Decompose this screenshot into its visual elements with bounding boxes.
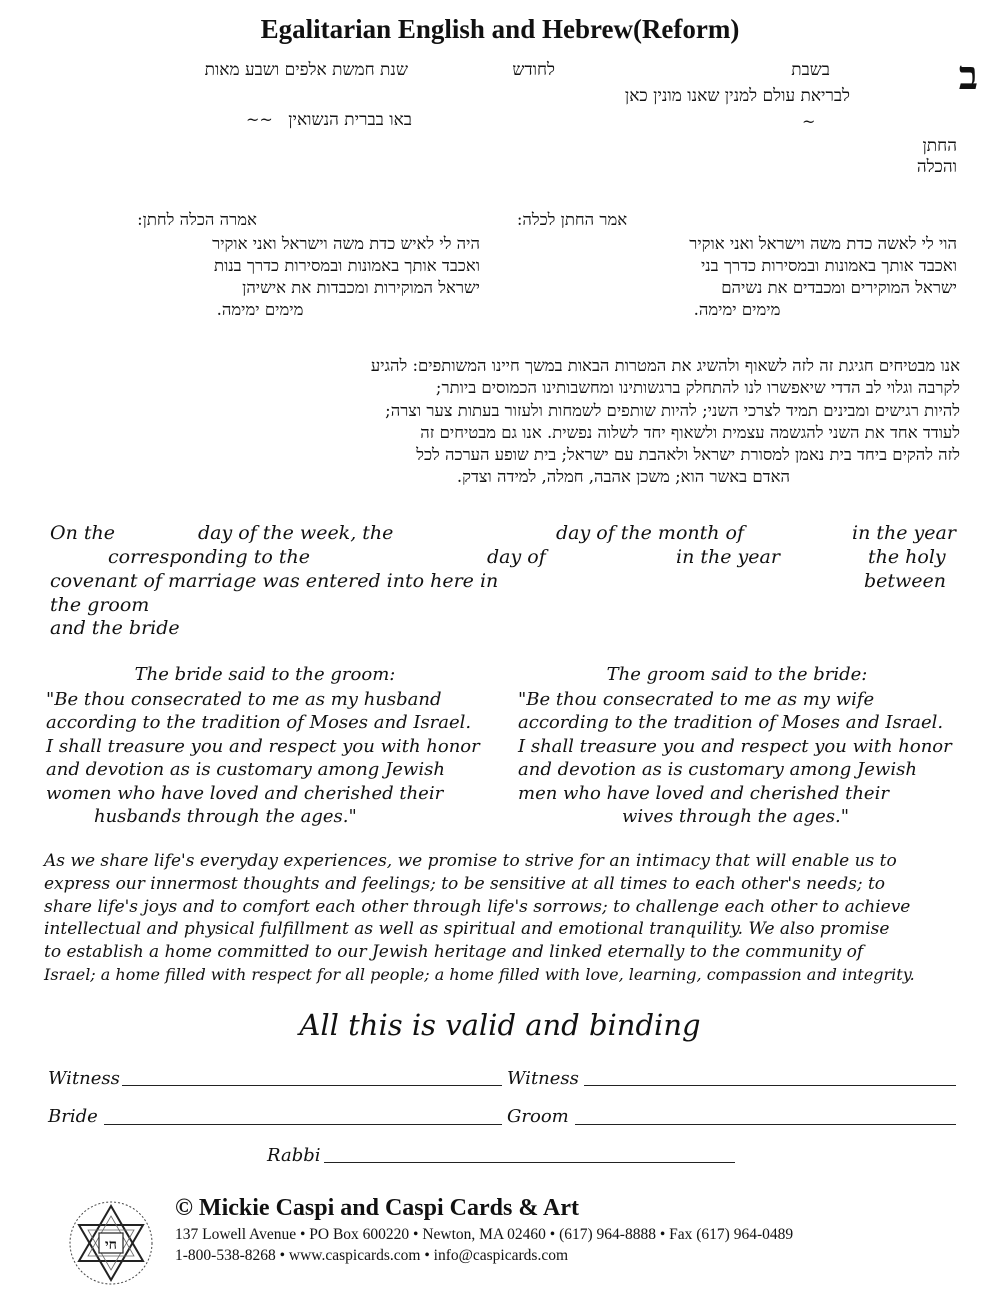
hebrew-bride-vow	[40, 233, 480, 321]
english-promise-line: Israel; a home filled with respect for all people; a home filled with love, learning, compassion and integrity.	[44, 964, 915, 984]
english-on-the: On the	[50, 522, 115, 544]
english-day-of-month: day of the month of	[556, 522, 745, 544]
footer-contact[interactable]: 1-800-538-8268 • www.caspicards.com • info@caspicards.com	[175, 1247, 569, 1264]
hebrew-vow-line: ישראל המוקירים ומכבדים את נשיהם	[721, 278, 957, 297]
english-promise-line: express our innermost thoughts and feelings; to be sensitive at all times to each other's needs; to	[44, 873, 886, 894]
english-groom-vow	[518, 688, 968, 828]
groom-signature-line[interactable]	[575, 1124, 956, 1125]
hebrew-vow-line: היה לי לאיש כדת משה וישראל ואני אוקיר	[212, 234, 480, 253]
logo-letters: חי	[105, 1237, 117, 1253]
english-and-the-bride: and the bride	[50, 617, 180, 639]
hebrew-bride-vow-heading: אמרה הכלה לחתן:	[137, 210, 257, 229]
hebrew-vow-line: מימים ימימה.	[216, 300, 304, 319]
english-vow-line: according to the tradition of Moses and Israel.	[518, 712, 944, 734]
english-promise-line: to establish a home committed to our Jewish heritage and linked eternally to the community of	[44, 942, 864, 963]
english-vow-line: women who have loved and cherished their	[46, 782, 444, 804]
hebrew-promise-line: האדם באשר הוא; משכן אהבה, חמלה, למידה וצדק.	[456, 467, 790, 487]
hebrew-groom-vow-heading: אמר החתן לכלה:	[516, 210, 628, 229]
footer-copyright: © Mickie Caspi and Caspi Cards & Art	[175, 1195, 579, 1221]
valid-and-binding: All this is valid and binding	[299, 1008, 701, 1042]
english-vow-line: "Be thou consecrated to me as my wife	[518, 689, 875, 710]
rabbi-label: Rabbi	[267, 1145, 321, 1166]
english-bride-vow-heading: The bride said to the groom:	[134, 664, 396, 685]
english-promise-line: As we share life's everyday experiences, we promise to strive for an intimacy that will enable us to	[44, 851, 897, 871]
english-vow-line: I shall treasure you and respect you with honor	[46, 735, 480, 757]
hebrew-vow-line: ישראל המוקירות ומכבדות את אישיהן	[242, 278, 480, 297]
english-in-the-year: in the year	[852, 522, 956, 544]
hebrew-promise-line: לזה להקים ביחד בית נאמן למסורת ישראל ולאהבת עם ישראל; בית שופע הערכה לכל	[416, 445, 960, 465]
english-vow-line: "Be thou consecrated to me as my husband	[46, 689, 442, 710]
witness-label: Witness	[48, 1068, 120, 1089]
hebrew-vow-line: מימים ימימה.	[693, 300, 781, 319]
hebrew-groom-vow	[517, 233, 957, 321]
english-in-the-year-2: in the year	[676, 546, 780, 568]
star-of-david-logo-icon	[66, 1198, 156, 1288]
english-covenant: covenant of marriage was entered into here in	[50, 570, 499, 592]
rabbi-signature-line[interactable]	[324, 1162, 735, 1163]
hebrew-year-text: שנת חמשת אלפים ושבע מאות	[204, 60, 408, 80]
hebrew-b-shabbat: בשבת	[791, 60, 830, 80]
english-promise-line: share life's joys and to comfort each other through life's sorrows; to challenge each other to achieve	[44, 896, 911, 917]
bride-signature-line[interactable]	[104, 1124, 502, 1125]
witness-signature-line[interactable]	[122, 1085, 502, 1086]
english-promise-line: intellectual and physical fulfillment as well as spiritual and emotional tranquility. We also promise	[44, 919, 890, 940]
english-bride-vow	[46, 688, 496, 828]
english-vow-line: and devotion as is customary among Jewish	[518, 759, 917, 781]
english-vow-line: husbands through the ages."	[94, 806, 357, 828]
english-day-of-week: day of the week, the	[198, 522, 394, 544]
english-corresponding: corresponding to the	[108, 546, 310, 568]
hebrew-groom-label: החתן	[922, 136, 957, 156]
footer-address: 137 Lowell Avenue • PO Box 600220 • Newton, MA 02460 • (617) 964-8888 • Fax (617) 964-0489	[175, 1226, 794, 1243]
hebrew-l-chodesh: לחודש	[512, 60, 555, 80]
english-between: between	[864, 570, 947, 592]
groom-label: Groom	[507, 1106, 569, 1127]
english-vow-line: I shall treasure you and respect you with honor	[518, 735, 952, 757]
hebrew-bride-label: והכלה	[916, 157, 957, 177]
hebrew-promise-paragraph	[40, 355, 960, 489]
english-the-groom: the groom	[50, 594, 150, 616]
hebrew-vow-line: ואכבד אותך באמונות ובמסירות כדרך בנות	[214, 256, 480, 275]
flourish-icon: ~~	[246, 110, 273, 129]
witness-signature-line-2[interactable]	[584, 1085, 956, 1086]
hebrew-promise-line: לעודד אחד את השני להגשמה עצמית ולשאוף יחד לשלוה נפשית. אנו גם מבטיחים זה	[420, 422, 960, 442]
english-day-of: day of	[487, 546, 546, 568]
english-groom-vow-heading: The groom said to the bride:	[606, 664, 868, 685]
hebrew-promise-line: אנו מבטיחים חגיגת זה לזה לשאוף ולהשיג את המטרות הבאות במשך חיינו המשותפים: להגיע	[370, 356, 960, 375]
hebrew-promise-line: לקרבה וגלוי לב הדדי שיאפשרו לנו להתחלק ברגשותינו ומחשבותינו הכמוסים ביותר;	[435, 378, 960, 398]
hebrew-vow-line: ואכבד אותך באמונות ובמסירות כדרך בני	[700, 256, 957, 275]
english-vow-line: according to the tradition of Moses and Israel.	[46, 712, 472, 734]
flourish-icon: ~	[802, 112, 816, 131]
hebrew-vow-line: הוי לי לאשה כדת משה וישראל ואני אוקיר	[689, 234, 957, 253]
english-vow-line: men who have loved and cherished their	[518, 782, 889, 804]
english-promise-paragraph	[44, 850, 964, 987]
bride-label: Bride	[48, 1106, 98, 1127]
hebrew-covenant-text: באו בברית הנשואין	[288, 110, 412, 130]
english-vow-line: and devotion as is customary among Jewish	[46, 759, 445, 781]
english-the-holy: the holy	[868, 546, 946, 568]
page-title: Egalitarian English and Hebrew(Reform)	[260, 14, 740, 44]
hebrew-letter-bet: ב	[958, 52, 978, 99]
witness-label-2: Witness	[507, 1068, 579, 1089]
english-vow-line: wives through the ages."	[622, 806, 849, 828]
hebrew-creation-text: לבריאת עולם למנין שאנו מונין כאן	[624, 86, 850, 106]
hebrew-promise-line: להיות רגישים ומבינים תמיד לצרכי השני; להיות שותפים לשמחות ולעזור בעתות צער וצרה;	[385, 400, 960, 420]
